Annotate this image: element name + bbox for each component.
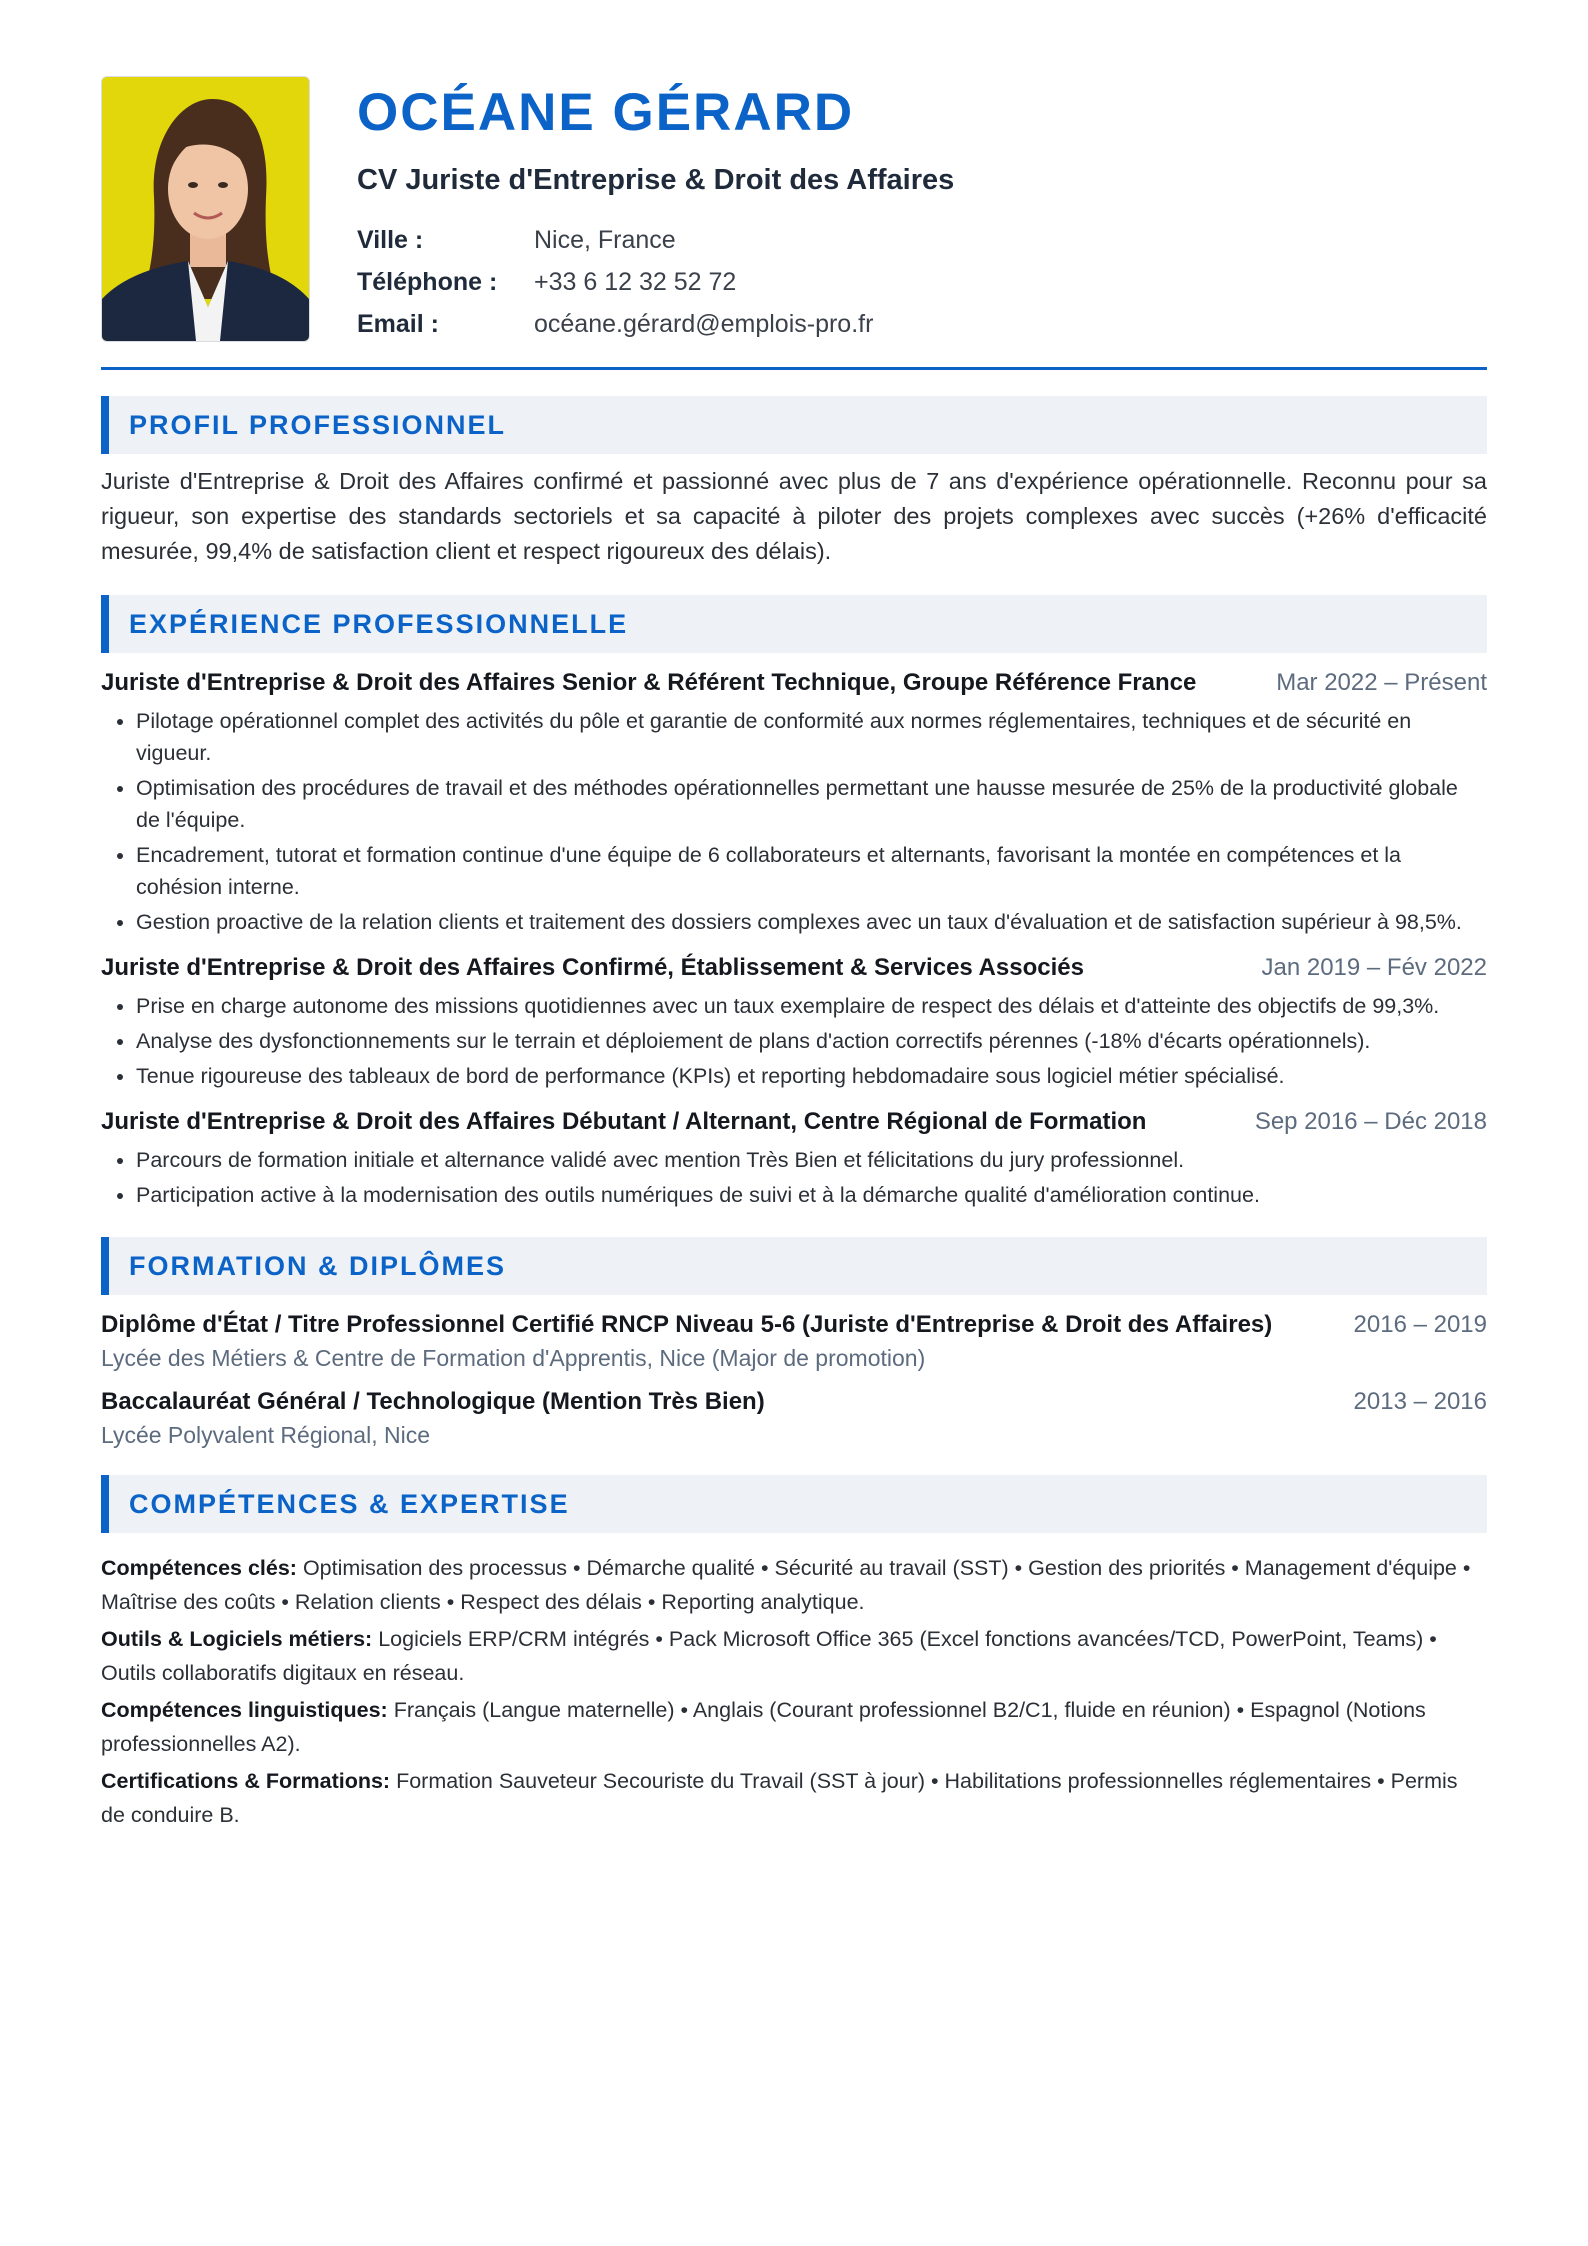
job-bullet: • Parcours de formation initiale et alternance validé avec mention Très Bien et félicitations du jury professionnel. [136, 1144, 1487, 1176]
job-title: Juriste d'Entreprise & Droit des Affaires Débutant / Alternant, Centre Régional de Formation [101, 1108, 1147, 1136]
job-bullet: • Prise en charge autonome des missions quotidiennes avec un taux exemplaire de respect des délais et d'atteinte des objectifs de 99,3%. [136, 990, 1487, 1022]
skill-text: Logiciels ERP/CRM intégrés • Pack Microsoft Office 365 (Excel fonctions avancées/TCD, PowerPoint, Teams) • Outils collaboratifs digitaux en réseau. [101, 1627, 1437, 1686]
job-entry [101, 954, 1487, 1092]
job-header [101, 669, 1487, 697]
skills-block [101, 1551, 1487, 1832]
job-bullets [101, 1144, 1487, 1211]
header-divider [101, 367, 1487, 370]
job-bullet: • Encadrement, tutorat et formation continue d'une équipe de 6 collaborateurs et alternants, favorisant la montée en compétences et la cohésion interne. [136, 839, 1487, 903]
contact-block [357, 219, 1487, 345]
skill-label: Outils & Logiciels métiers: [101, 1627, 373, 1652]
job-bullet: • Gestion proactive de la relation clients et traitement des dossiers complexes avec un taux d'évaluation et de satisfaction supérieur à 98,5%. [136, 906, 1487, 938]
degree-date: 2016 – 2019 [1353, 1311, 1487, 1339]
education-entry [101, 1388, 1487, 1449]
job-entry [101, 1108, 1487, 1211]
section-title-education: FORMATION & DIPLÔMES [101, 1237, 1487, 1295]
cv-header [101, 76, 1487, 345]
contact-label: Téléphone : [357, 268, 498, 297]
skill-text: Français (Langue maternelle) • Anglais (Courant professionnel B2/C1, fluide en réunion) • Espagnol (Notions professionnelles A2). [101, 1698, 1426, 1757]
job-title: Juriste d'Entreprise & Droit des Affaires Senior & Référent Technique, Groupe Référence France [101, 669, 1197, 697]
contact-value: océane.gérard@emplois-pro.fr [534, 310, 874, 339]
education-entry [101, 1311, 1487, 1372]
profile-photo [101, 76, 310, 342]
education-header [101, 1388, 1487, 1416]
profile-summary: Juriste d'Entreprise & Droit des Affaires confirmé et passionné avec plus de 7 ans d'expérience opérationnelle. Reconnu pour sa rigueur, son expertise des standards sectoriels et sa capacité à piloter des projets complexes avec succès (+26% d'efficacité mesurée, 99,4% de satisfaction client et respect rigoureux des délais). [101, 468, 1487, 565]
contact-row-city [357, 219, 1487, 261]
job-bullet: • Analyse des dysfonctionnements sur le terrain et déploiement de plans d'action correctifs pérennes (-18% d'écarts opérationnels). [136, 1025, 1487, 1057]
section-title-profile: PROFIL PROFESSIONNEL [101, 396, 1487, 454]
contact-value: +33 6 12 32 52 72 [534, 268, 737, 297]
contact-label: Email : [357, 310, 439, 339]
job-bullet: • Pilotage opérationnel complet des activités du pôle et garantie de conformité aux normes réglementaires, techniques et de sécurité en vigueur. [136, 705, 1487, 769]
job-date: Jan 2019 – Fév 2022 [1261, 954, 1487, 982]
contact-row-phone [357, 261, 1487, 303]
contact-row-email [357, 303, 1487, 345]
candidate-name: OCÉANE GÉRARD [357, 83, 855, 142]
contact-label: Ville : [357, 226, 424, 255]
job-bullets [101, 990, 1487, 1092]
skill-label: Compétences clés: [101, 1556, 297, 1581]
skill-row-tools [101, 1622, 1487, 1690]
section-title-skills: COMPÉTENCES & EXPERTISE [101, 1475, 1487, 1533]
skill-label: Compétences linguistiques: [101, 1698, 388, 1723]
portrait-illustration [102, 77, 309, 341]
section-title-experience: EXPÉRIENCE PROFESSIONNELLE [101, 595, 1487, 653]
degree-title: Baccalauréat Général / Technologique (Mention Très Bien) [101, 1388, 765, 1416]
school-name: Lycée Polyvalent Régional, Nice [101, 1422, 430, 1449]
job-bullet: • Optimisation des procédures de travail et des méthodes opérationnelles permettant une hausse mesurée de 25% de la productivité globale de l'équipe. [136, 772, 1487, 836]
job-header [101, 1108, 1487, 1136]
cv-subtitle: CV Juriste d'Entreprise & Droit des Affaires [357, 164, 955, 197]
job-bullet: • Tenue rigoureuse des tableaux de bord de performance (KPIs) et reporting hebdomadaire sous logiciel métier spécialisé. [136, 1060, 1487, 1092]
skill-row-languages [101, 1693, 1487, 1761]
job-date: Sep 2016 – Déc 2018 [1254, 1108, 1487, 1136]
job-bullet: • Participation active à la modernisation des outils numériques de suivi et à la démarche qualité d'amélioration continue. [136, 1179, 1487, 1211]
job-date: Mar 2022 – Présent [1276, 669, 1487, 697]
header-info [357, 76, 1487, 345]
job-title: Juriste d'Entreprise & Droit des Affaires Confirmé, Établissement & Services Associés [101, 954, 1084, 982]
school-name: Lycée des Métiers & Centre de Formation d'Apprentis, Nice (Major de promotion) [101, 1345, 926, 1372]
degree-date: 2013 – 2016 [1353, 1388, 1487, 1416]
job-header [101, 954, 1487, 982]
job-entry [101, 669, 1487, 938]
skill-row-key [101, 1551, 1487, 1619]
skill-text: Formation Sauveteur Secouriste du Travail (SST à jour) • Habilitations professionnelles réglementaires • Permis de conduire B. [101, 1769, 1458, 1828]
degree-title: Diplôme d'État / Titre Professionnel Certifié RNCP Niveau 5-6 (Juriste d'Entreprise & Droit des Affaires) [101, 1311, 1273, 1339]
skill-label: Certifications & Formations: [101, 1769, 391, 1794]
contact-value: Nice, France [534, 226, 676, 255]
skill-row-certifications [101, 1764, 1487, 1832]
job-bullets [101, 705, 1487, 938]
skill-text: Optimisation des processus • Démarche qualité • Sécurité au travail (SST) • Gestion des priorités • Management d'équipe • Maîtrise des coûts • Relation clients • Respect des délais • Reporting analytique. [101, 1556, 1471, 1615]
education-header [101, 1311, 1487, 1339]
